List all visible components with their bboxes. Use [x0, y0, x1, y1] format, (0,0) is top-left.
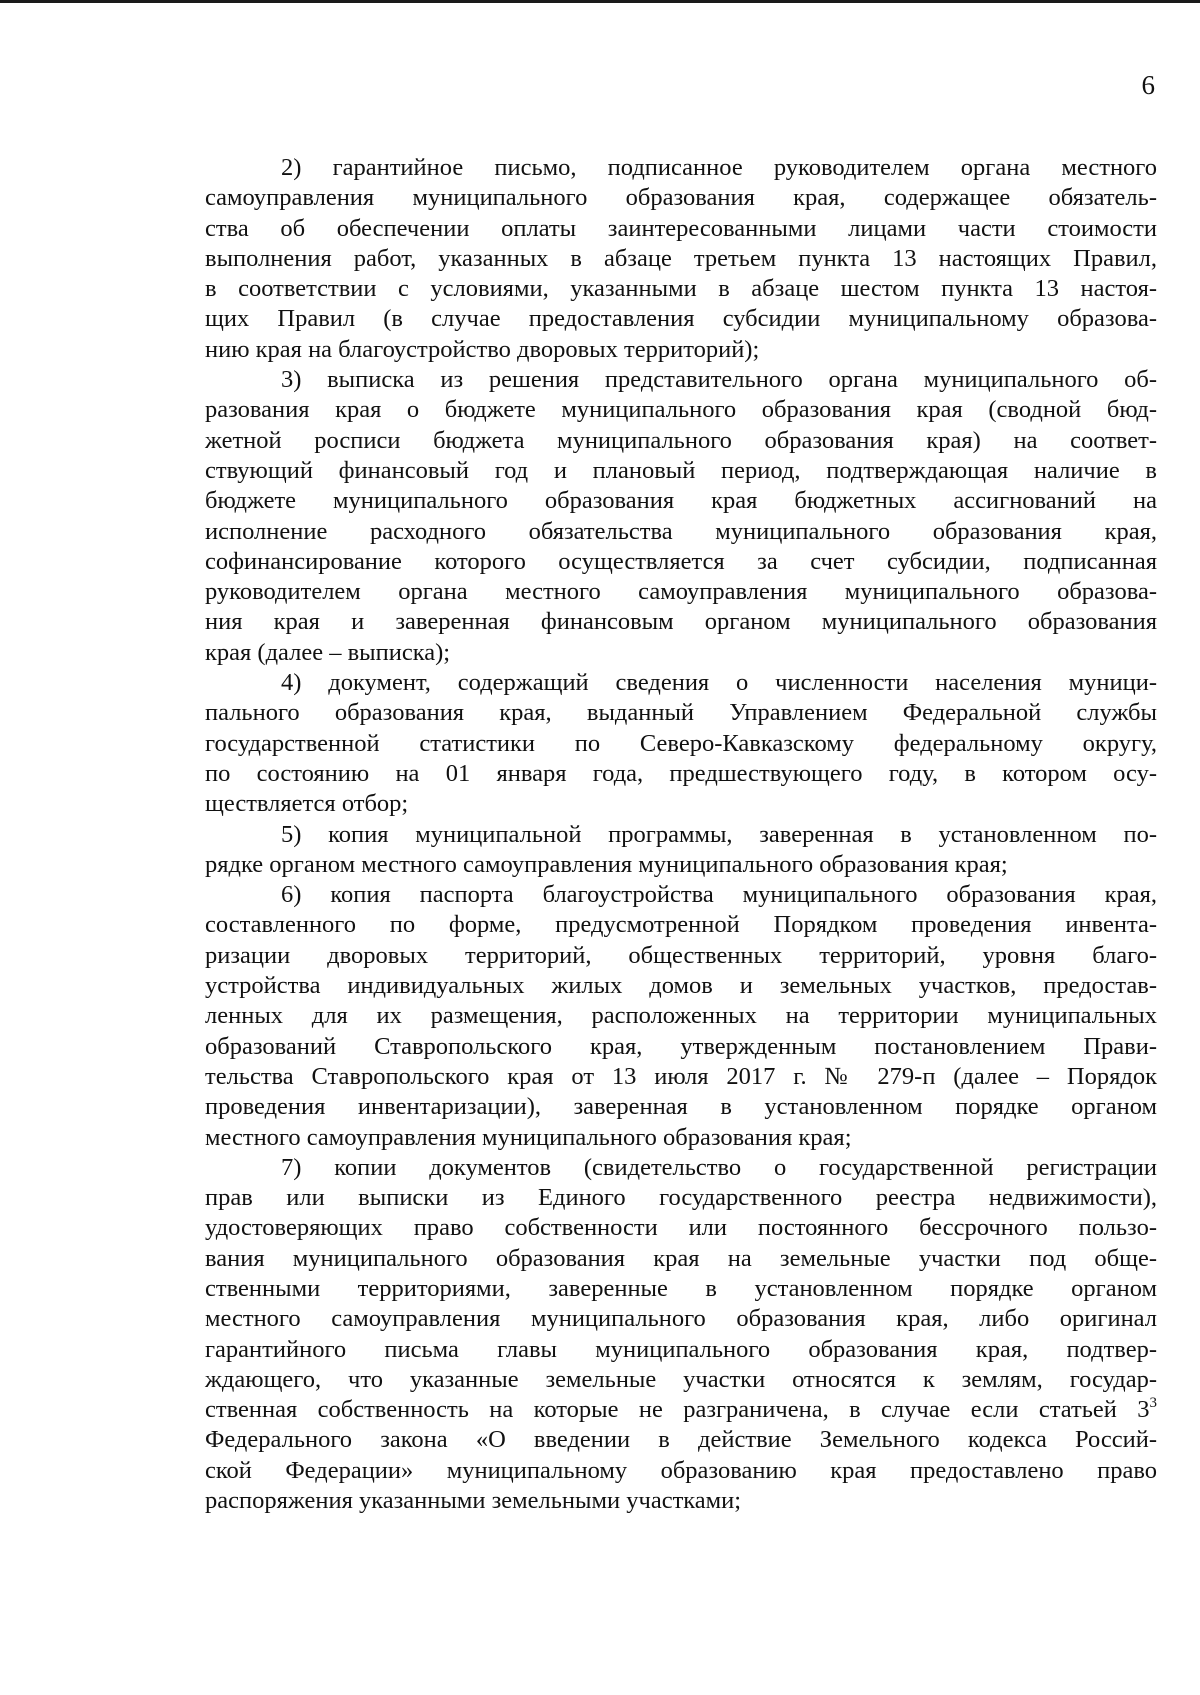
text-line: края (далее – выписка);	[205, 638, 451, 666]
article-superscript: 3	[1149, 1395, 1157, 1412]
text-line-content: ственная собственность на которые не разграничена, в случае если статьей 3	[205, 1396, 1150, 1424]
text-line: 5) копия муниципальной программы, заверенная в установленном по-	[281, 820, 1157, 848]
text-line: прав или выписки из Единого государственного реестра недвижимости),	[205, 1184, 1157, 1212]
text-line: 4) документ, содержащий сведения о численности населения муници-	[281, 669, 1157, 697]
text-line: разования края о бюджете муниципального образования края (сводной бюд-	[205, 396, 1157, 424]
text-line: Федерального закона «О введении в действие Земельного кодекса Россий-	[205, 1426, 1157, 1454]
text-line: рядке органом местного самоуправления муниципального образования края;	[205, 850, 1008, 878]
text-line: устройства индивидуальных жилых домов и земельных участков, предостав-	[205, 972, 1157, 1000]
text-line: ленных для их размещения, расположенных на территории муниципальных	[205, 1002, 1157, 1030]
text-line: ждающего, что указанные земельные участки относятся к землям, государ-	[205, 1365, 1157, 1393]
paragraph-item-4	[205, 668, 1157, 819]
paragraph-item-2	[205, 153, 1157, 365]
text-line: по состоянию на 01 января года, предшествующего году, в котором осу-	[205, 759, 1157, 787]
text-line: исполнение расходного обязательства муниципального образования края,	[205, 517, 1157, 545]
text-line: гарантийного письма главы муниципального образования края, подтвер-	[205, 1335, 1157, 1363]
text-line: ства об обеспечении оплаты заинтересованными лицами части стоимости	[205, 214, 1157, 242]
text-line: ществляется отбор;	[205, 790, 409, 818]
text-line: ственными территориями, заверенные в установленном порядке органом	[205, 1274, 1157, 1302]
text-line: составленного по форме, предусмотренной Порядком проведения инвента-	[205, 911, 1157, 939]
paragraph-item-3	[205, 365, 1157, 668]
text-line: тельства Ставропольского края от 13 июля 2017 г. № 279-п (далее – Порядок	[205, 1062, 1157, 1090]
text-line: удостоверяющих право собственности или постоянного бессрочного пользо-	[205, 1214, 1157, 1242]
text-line	[205, 1395, 1157, 1425]
text-line: местного самоуправления муниципального образования края;	[205, 1123, 852, 1151]
text-line: щих Правил (в случае предоставления субсидии муниципальному образова-	[205, 305, 1157, 333]
text-line: проведения инвентаризации), заверенная в установленном порядке органом	[205, 1093, 1157, 1121]
text-line: выполнения работ, указанных в абзаце третьем пункта 13 настоящих Правил,	[205, 244, 1157, 272]
paragraph-item-6	[205, 880, 1157, 1153]
paragraph-item-5	[205, 820, 1157, 881]
text-line: 3) выписка из решения представительного органа муниципального об-	[281, 366, 1157, 394]
paragraph-item-7	[205, 1153, 1157, 1517]
text-line: в соответствии с условиями, указанными в абзаце шестом пункта 13 настоя-	[205, 275, 1157, 303]
text-line: жетной росписи бюджета муниципального образования края) на соответ-	[205, 426, 1157, 454]
text-line: государственной статистики по Северо-Кавказскому федеральному округу,	[205, 729, 1157, 757]
text-line: ризации дворовых территорий, общественных территорий, уровня благо-	[205, 941, 1157, 969]
text-line: вания муниципального образования края на земельные участки под обще-	[205, 1244, 1157, 1272]
text-line: ской Федерации» муниципальному образованию края предоставлено право	[205, 1456, 1157, 1484]
text-line: ния края и заверенная финансовым органом муниципального образования	[205, 608, 1157, 636]
text-line: руководителем органа местного самоуправления муниципального образова-	[205, 578, 1157, 606]
text-line: пального образования края, выданный Управлением Федеральной службы	[205, 699, 1157, 727]
text-line: образований Ставропольского края, утвержденным постановлением Прави-	[205, 1032, 1157, 1060]
text-line: нию края на благоустройство дворовых территорий);	[205, 335, 760, 363]
text-line: распоряжения указанными земельными участками;	[205, 1487, 742, 1515]
top-border-line	[0, 0, 1200, 3]
page-number: 6	[1141, 70, 1155, 100]
text-line: софинансирование которого осуществляется за счет субсидии, подписанная	[205, 547, 1157, 575]
text-line: 2) гарантийное письмо, подписанное руководителем органа местного	[281, 154, 1157, 181]
text-line: местного самоуправления муниципального образования края, либо оригинал	[205, 1305, 1157, 1333]
text-line: 7) копии документов (свидетельство о государственной регистрации	[281, 1153, 1157, 1181]
document-body	[205, 153, 1157, 1516]
text-line: бюджете муниципального образования края бюджетных ассигнований на	[205, 487, 1157, 515]
text-line: ствующий финансовый год и плановый период, подтверждающая наличие в	[205, 456, 1157, 484]
text-line: 6) копия паспорта благоустройства муниципального образования края,	[281, 881, 1157, 909]
text-line: самоуправления муниципального образования края, содержащее обязатель-	[205, 184, 1157, 212]
